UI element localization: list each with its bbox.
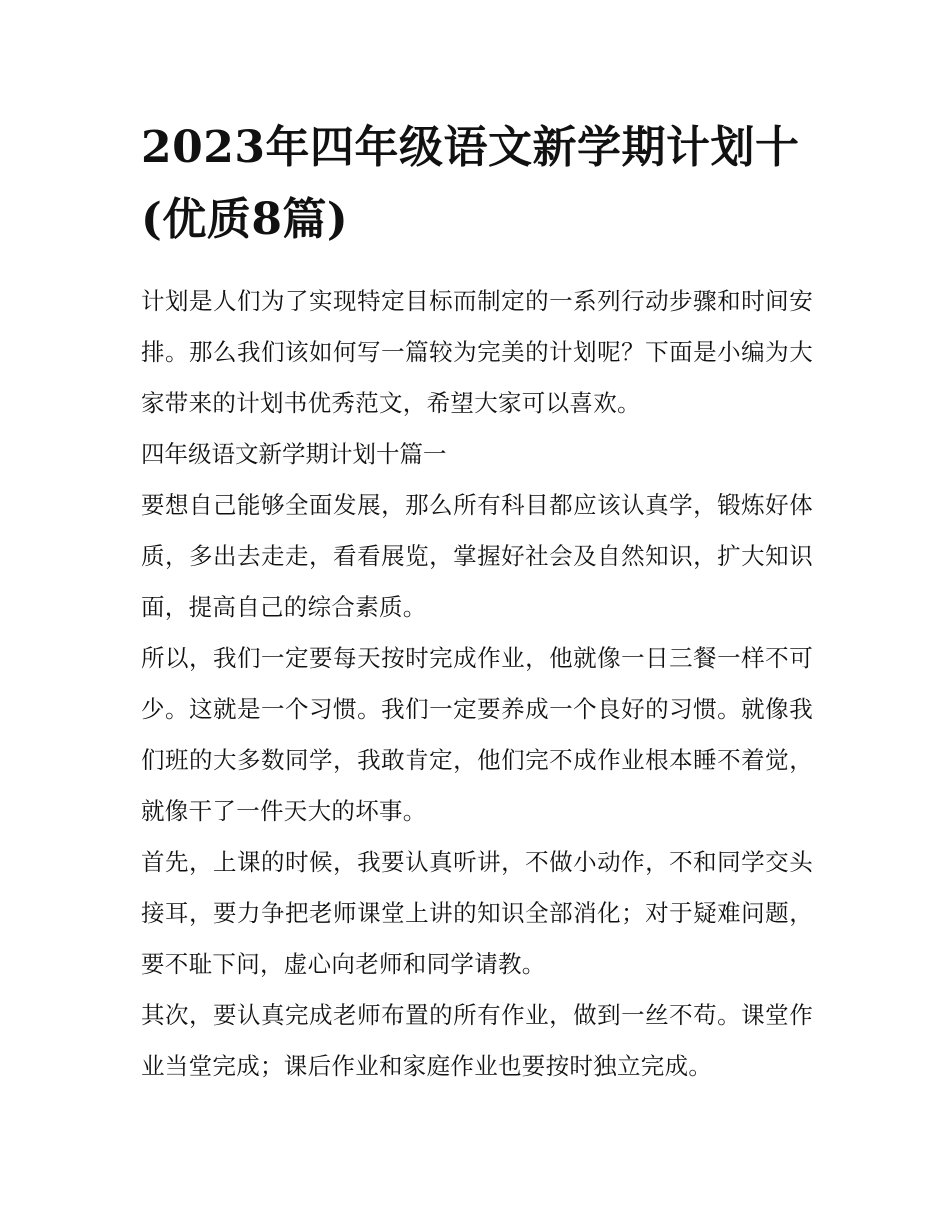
document-title: 2023年四年级语文新学期计划十(优质8篇) <box>141 122 800 245</box>
intro-paragraph: 计划是人们为了实现特定目标而制定的一系列行动步骤和时间安排。那么我们该如何写一篇较为完美的计划呢？下面是小编为大家带来的计划书优秀范文，希望大家可以喜欢。 <box>141 287 813 417</box>
section-heading: 四年级语文新学期计划十篇一 <box>141 440 447 468</box>
document-page <box>141 112 813 1092</box>
body-paragraph: 要想自己能够全面发展，那么所有科目都应该认真学，锻炼好体质，多出去走走，看看展览，掌握好社会及自然知识，扩大知识面，提高自己的综合素质。 <box>141 491 813 621</box>
body-paragraph: 其次，要认真完成老师布置的所有作业，做到一丝不苟。课堂作业当堂完成；课后作业和家庭作业也要按时独立完成。 <box>141 1001 813 1080</box>
body-paragraph: 首先，上课的时候，我要认真听讲，不做小动作，不和同学交头接耳，要力争把老师课堂上讲的知识全部消化；对于疑难问题，要不耻下问，虚心向老师和同学请教。 <box>141 848 813 978</box>
body-paragraph: 所以，我们一定要每天按时完成作业，他就像一日三餐一样不可少。这就是一个习惯。我们一定要养成一个良好的习惯。就像我们班的大多数同学，我敢肯定，他们完不成作业根本睡不着觉，就像干了一件天大的坏事。 <box>141 644 813 825</box>
